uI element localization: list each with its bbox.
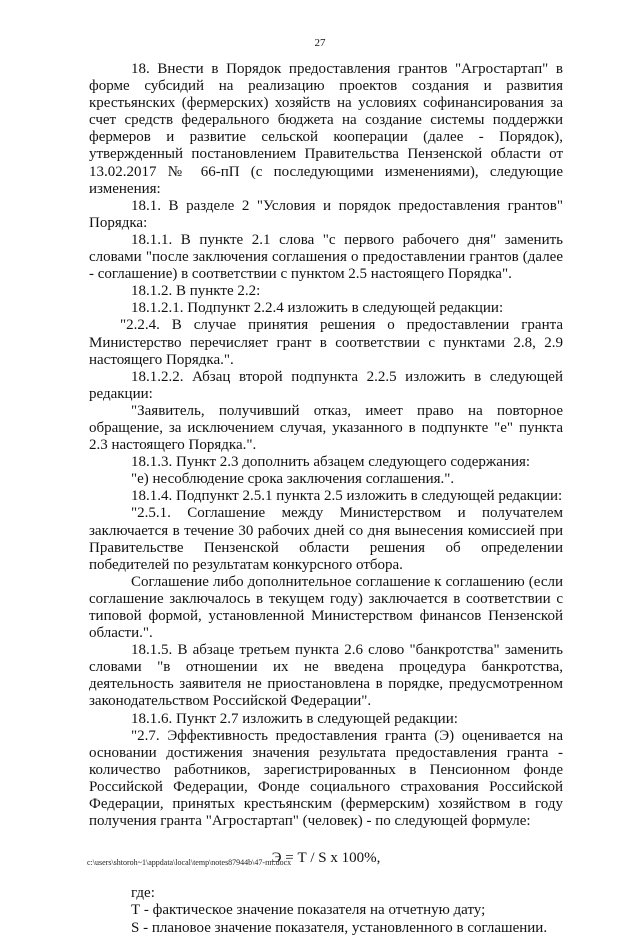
quoted-paragraph: "е) несоблюдение срока заключения соглашения.". bbox=[131, 471, 455, 488]
paragraph: 18.1.6. Пункт 2.7 изложить в следующей редакции: bbox=[131, 710, 458, 727]
page-number: 27 bbox=[314, 37, 326, 49]
formula-definition: S - плановое значение показателя, установленного в соглашении. bbox=[131, 919, 548, 936]
document-body bbox=[89, 61, 563, 937]
quoted-paragraph: "2.2.4. В случае принятия решения о предоставлении гранта Министерство перечисляет грант в соответствии с пунктами 2.8, 2.9 настоящего Порядка.". bbox=[89, 317, 563, 368]
paragraph: 18.1.4. Подпункт 2.5.1 пункта 2.5 изложить в следующей редакции: bbox=[131, 488, 563, 505]
formula-where: где: bbox=[131, 885, 155, 902]
paragraph: 18.1. В разделе 2 "Условия и порядок предоставления грантов" Порядка: bbox=[89, 197, 563, 231]
quoted-paragraph: "Заявитель, получивший отказ, имеет право на повторное обращение, за исключением случая, указанного в подпункте "е" пункта 2.3 настоящего Порядка.". bbox=[89, 402, 563, 454]
paragraph: 18.1.2.1. Подпункт 2.2.4 изложить в следующей редакции: bbox=[131, 300, 504, 317]
quoted-paragraph: "2.5.1. Соглашение между Министерством и получателем заключается в течение 30 рабочих дней со дня вынесения комиссией при Правительстве Пензенской области решения об определении победителей по результатам конкурсного отбора. bbox=[89, 505, 563, 573]
paragraph: 18. Внести в Порядок предоставления грантов "Агростартап" в форме субсидий на реализацию проектов создания и развития крестьянских (фермерских) хозяйств на условиях софинансирования за счет средств федерального бюджета на создание системы поддержки фермеров и развитие сельской кооперации (далее - Порядок), утвержденный постановлением Правительства Пензенской области от 13.02.2017 № 66-пП (с последующими изменениями), следующие изменения: bbox=[89, 61, 563, 197]
paragraph: 18.1.5. В абзаце третьем пункта 2.6 слово "банкротства" заменить словами "в отношении их не введена процедура банкротства, деятельность заявителя не приостановлена в порядке, предусмотренном законодательством Российской Федерации". bbox=[89, 642, 563, 710]
formula: Э = Т / S x 100%, bbox=[271, 850, 381, 867]
paragraph: 18.1.3. Пункт 2.3 дополнить абзацем следующего содержания: bbox=[131, 454, 531, 471]
paragraph: Соглашение либо дополнительное соглашение к соглашению (если соглашение заключалось в текущем году) заключается в соответствии с типовой формой, установленной Министерством финансов Пензенской области.". bbox=[89, 573, 563, 642]
quoted-paragraph: "2.7. Эффективность предоставления гранта (Э) оценивается на основании достижения значения результата предоставления гранта - количество работников, зарегистрированных в Пенсионном фонде Российской Федерации, Фонде социального страхования Российской Федерации, принятых крестьянским (фермерским) хозяйством в году получения гранта "Агростартап" (человек) - по следующей формуле: bbox=[89, 727, 563, 830]
paragraph: 18.1.2. В пункте 2.2: bbox=[131, 283, 261, 300]
paragraph: 18.1.1. В пункте 2.1 слова "с первого рабочего дня" заменить словами "после заключения соглашения о предоставлении грантов (далее - соглашение) в соответствии с пунктом 2.5 настоящего Порядка". bbox=[89, 231, 563, 283]
footer-file-path: c:\users\shtoroh~1\appdata\local\temp\notes87944b\47-пп.docx bbox=[87, 858, 292, 867]
paragraph: 18.1.2.2. Абзац второй подпункта 2.2.5 изложить в следующей редакции: bbox=[89, 368, 563, 402]
formula-definition: Т - фактическое значение показателя на отчетную дату; bbox=[131, 902, 486, 919]
